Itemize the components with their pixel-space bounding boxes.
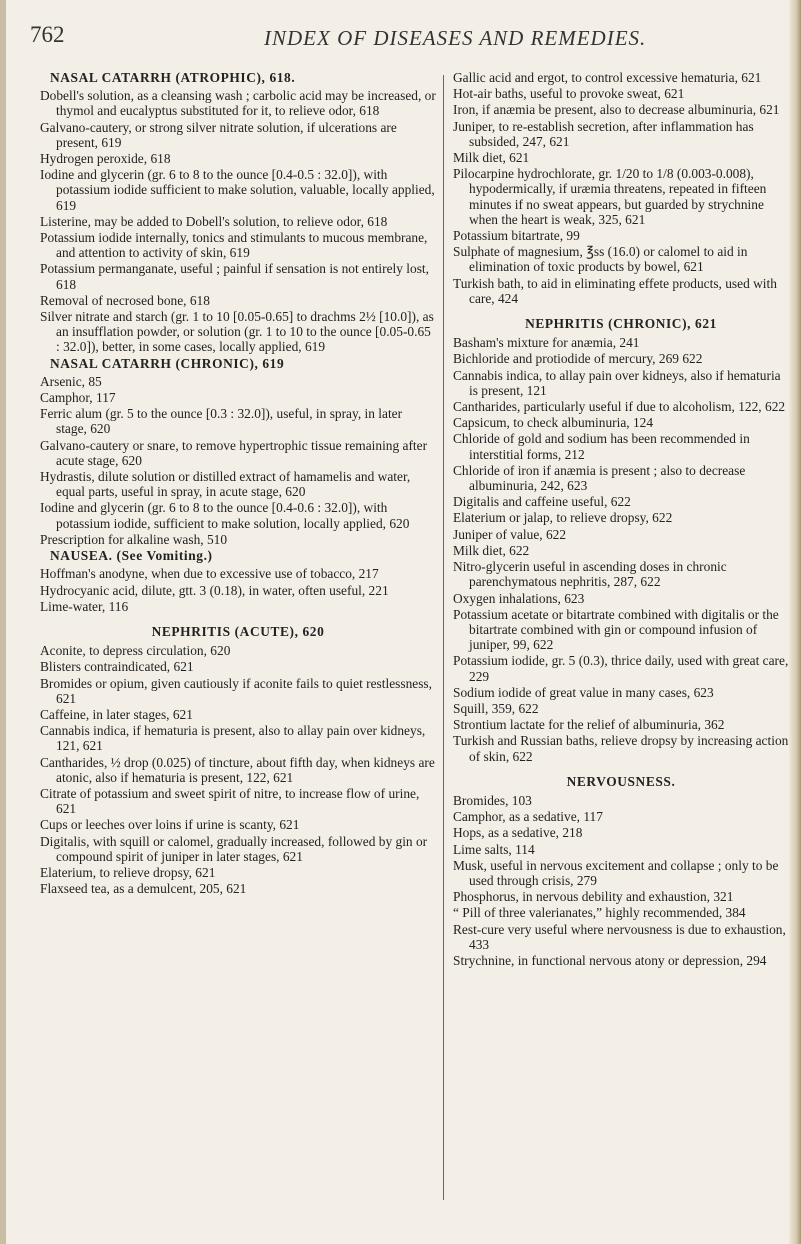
index-entry: Camphor, 117: [40, 390, 116, 406]
index-entry: Potassium iodide internally, tonics and stimulants to mucous membrane, and attention to activity of skin, 619: [40, 230, 428, 261]
index-entry: Bromides or opium, given cautiously if aconite fails to quiet restlessness, 621: [40, 675, 432, 706]
index-entry: Lime salts, 114: [453, 841, 535, 857]
index-section: [453, 774, 789, 968]
index-entry: Galvano-cautery, or strong silver nitrate solution, if ulcerations are present, 619: [40, 119, 397, 150]
index-entry: Milk diet, 622: [453, 542, 530, 558]
index-entry: Galvano-cautery or snare, to remove hypertrophic tissue remaining after acute stage, 620: [40, 437, 428, 468]
running-head: INDEX OF DISEASES AND REMEDIES.: [264, 26, 647, 50]
index-entry: Lime-water, 116: [40, 598, 129, 614]
index-entry: Dobell's solution, as a cleansing wash ; carbolic acid may be increased, or thymol and eucalyptus substituted for it, to relieve odor, 618: [40, 88, 436, 119]
index-section: [40, 548, 436, 614]
index-entry: Milk diet, 621: [453, 150, 530, 166]
index-entry: Ferric alum (gr. 5 to the ounce [0.3 : 32.0]), useful, in spray, in later stage, 620: [40, 406, 403, 437]
index-entry: Juniper, to re-establish secretion, after inflammation has subsided, 247, 621: [453, 118, 754, 149]
index-section: [453, 70, 789, 306]
index-entry: Juniper of value, 622: [453, 526, 567, 542]
index-section: [40, 70, 436, 355]
index-entry: Musk, useful in nervous excitement and collapse ; only to be used through crisis, 279: [453, 857, 779, 888]
index-entry: Hydrastis, dilute solution or distilled extract of hamamelis and water, equal parts, useful in spray, in acute stage, 620: [40, 469, 411, 500]
page-header: [24, 20, 761, 56]
index-entry: Hot-air baths, useful to provoke sweat, 621: [453, 86, 685, 102]
index-entry: Cannabis indica, to allay pain over kidneys, also if hematuria is present, 121: [453, 367, 781, 398]
index-section: [40, 624, 436, 896]
page-number: 762: [30, 22, 65, 47]
index-section: [453, 316, 789, 764]
index-entry: Nitro-glycerin useful in ascending doses in chronic parenchymatous nephritis, 287, 622: [453, 559, 727, 590]
index-entry: Iron, if anæmia be present, also to decrease albuminuria, 621: [453, 102, 780, 118]
column-divider: [443, 75, 444, 1200]
index-entry: Camphor, as a sedative, 117: [453, 809, 603, 825]
index-entry: Sodium iodide of great value in many cases, 623: [453, 684, 714, 700]
index-entry: Potassium acetate or bitartrate combined with digitalis or the bitartrate combined with gin or compound infusion of juniper, 99, 622: [453, 606, 779, 653]
section-heading: NEPHRITIS (ACUTE), 620: [151, 623, 325, 639]
index-entry: Iodine and glycerin (gr. 6 to 8 to the ounce [0.4-0.5 : 32.0]), with potassium iodide sufficient to make solution, valuable, locally applied, 619: [40, 167, 435, 213]
index-entry: “ Pill of three valerianates,” highly recommended, 384: [453, 905, 746, 921]
index-entry: Cannabis indica, if hematuria is present, also to allay pain over kidneys, 121, 621: [40, 723, 426, 754]
index-entry: Elaterium or jalap, to relieve dropsy, 622: [453, 510, 673, 526]
index-entry: Flaxseed tea, as a demulcent, 205, 621: [40, 881, 247, 897]
index-entry: Listerine, may be added to Dobell's solution, to relieve odor, 618: [40, 213, 388, 229]
index-entry: Cantharides, particularly useful if due to alcoholism, 122, 622: [453, 399, 786, 415]
index-section: [40, 356, 436, 547]
index-entry: Hoffman's anodyne, when due to excessive use of tobacco, 217: [40, 566, 379, 582]
index-entry: Rest-cure very useful where nervousness is due to exhaustion, 433: [453, 921, 786, 952]
section-heading: NAUSEA. (See Vomiting.): [50, 548, 213, 564]
index-entry: Gallic acid and ergot, to control excessive hematuria, 621: [453, 70, 762, 85]
index-entry: Chloride of gold and sodium has been recommended in interstitial forms, 212: [453, 431, 750, 462]
index-entry: Oxygen inhalations, 623: [453, 590, 585, 606]
index-entry: Strontium lactate for the relief of albuminuria, 362: [453, 717, 725, 733]
index-entry: Hydrogen peroxide, 618: [40, 151, 171, 167]
section-heading: NASAL CATARRH (ATROPHIC), 618.: [50, 70, 296, 85]
index-entry: Elaterium, to relieve dropsy, 621: [40, 864, 216, 880]
index-entry: Bichloride and protiodide of mercury, 269 622: [453, 351, 703, 367]
page-edge: [789, 0, 801, 1244]
index-entry: Bromides, 103: [453, 792, 532, 808]
left-column: [40, 70, 436, 897]
index-entry: Removal of necrosed bone, 618: [40, 292, 210, 308]
index-entry: Potassium bitartrate, 99: [453, 228, 580, 244]
index-entry: Iodine and glycerin (gr. 6 to 8 to the ounce [0.4-0.6 : 32.0]), with potassium iodide, sufficient to make solution, locally applied, 620: [40, 500, 410, 531]
index-entry: Capsicum, to check albuminuria, 124: [453, 415, 654, 431]
index-entry: Phosphorus, in nervous debility and exhaustion, 321: [453, 889, 734, 905]
index-entry: Pilocarpine hydrochlorate, gr. 1/20 to 1/8 (0.003-0.008), hypodermically, if uræmia threatens, repeated in fifteen minutes if no sweat appears, but guarded by strychnine when the heart is weak, 325, 621: [453, 166, 767, 227]
index-entry: Potassium permanganate, useful ; painful if sensation is not entirely lost, 618: [40, 261, 430, 292]
section-heading: NASAL CATARRH (CHRONIC), 619: [50, 355, 285, 371]
index-entry: Chloride of iron if anæmia is present ; also to decrease albuminuria, 242, 623: [453, 462, 746, 494]
index-entry: Sulphate of magnesium, ℥ss (16.0) or calomel to aid in elimination of toxic products by bowel, 621: [453, 244, 748, 275]
index-entry: Digitalis, with squill or calomel, gradually increased, followed by gin or compound spirit of juniper in later stages, 621: [40, 833, 428, 864]
index-entry: Arsenic, 85: [40, 373, 102, 389]
index-entry: Aconite, to depress circulation, 620: [40, 643, 231, 659]
index-entry: Hydrocyanic acid, dilute, gtt. 3 (0.18), in water, often useful, 221: [40, 582, 389, 598]
index-entry: Digitalis and caffeine useful, 622: [453, 494, 631, 510]
index-entry: Turkish and Russian baths, relieve dropsy by increasing action of skin, 622: [453, 733, 789, 764]
index-entry: Blisters contraindicated, 621: [40, 659, 194, 675]
page-spine-shadow: [0, 0, 6, 1244]
index-entry: Citrate of potassium and sweet spirit of nitre, to increase flow of urine, 621: [40, 785, 420, 817]
index-entry: Cantharides, ½ drop (0.025) of tincture, about fifth day, when kidneys are atonic, also if hematuria is present, 122, 621: [40, 754, 435, 785]
section-heading: NEPHRITIS (CHRONIC), 621: [525, 316, 717, 332]
index-entry: Strychnine, in functional nervous atony or depression, 294: [453, 952, 767, 968]
section-heading: NERVOUSNESS.: [566, 773, 676, 789]
index-entry: Caffeine, in later stages, 621: [40, 706, 193, 722]
index-entry: Prescription for alkaline wash, 510: [40, 531, 228, 547]
index-entry: Silver nitrate and starch (gr. 1 to 10 [0.05-0.65] to drachms 2½ [10.0]), as an insufflation powder, or solution (gr. 1 to 10 to the ounce [0.05-0.65 : 32.0]), better, in some cases, locally applied, 619: [40, 309, 434, 355]
index-entry: Hops, as a sedative, 218: [453, 825, 583, 841]
index-entry: Potassium iodide, gr. 5 (0.3), thrice daily, used with great care, 229: [453, 653, 789, 684]
right-column: [453, 70, 789, 969]
index-entry: Turkish bath, to aid in eliminating effete products, used with care, 424: [453, 275, 777, 306]
index-entry: Cups or leeches over loins if urine is scanty, 621: [40, 817, 300, 833]
index-entry: Squill, 359, 622: [453, 700, 539, 716]
index-entry: Basham's mixture for anæmia, 241: [453, 335, 640, 351]
